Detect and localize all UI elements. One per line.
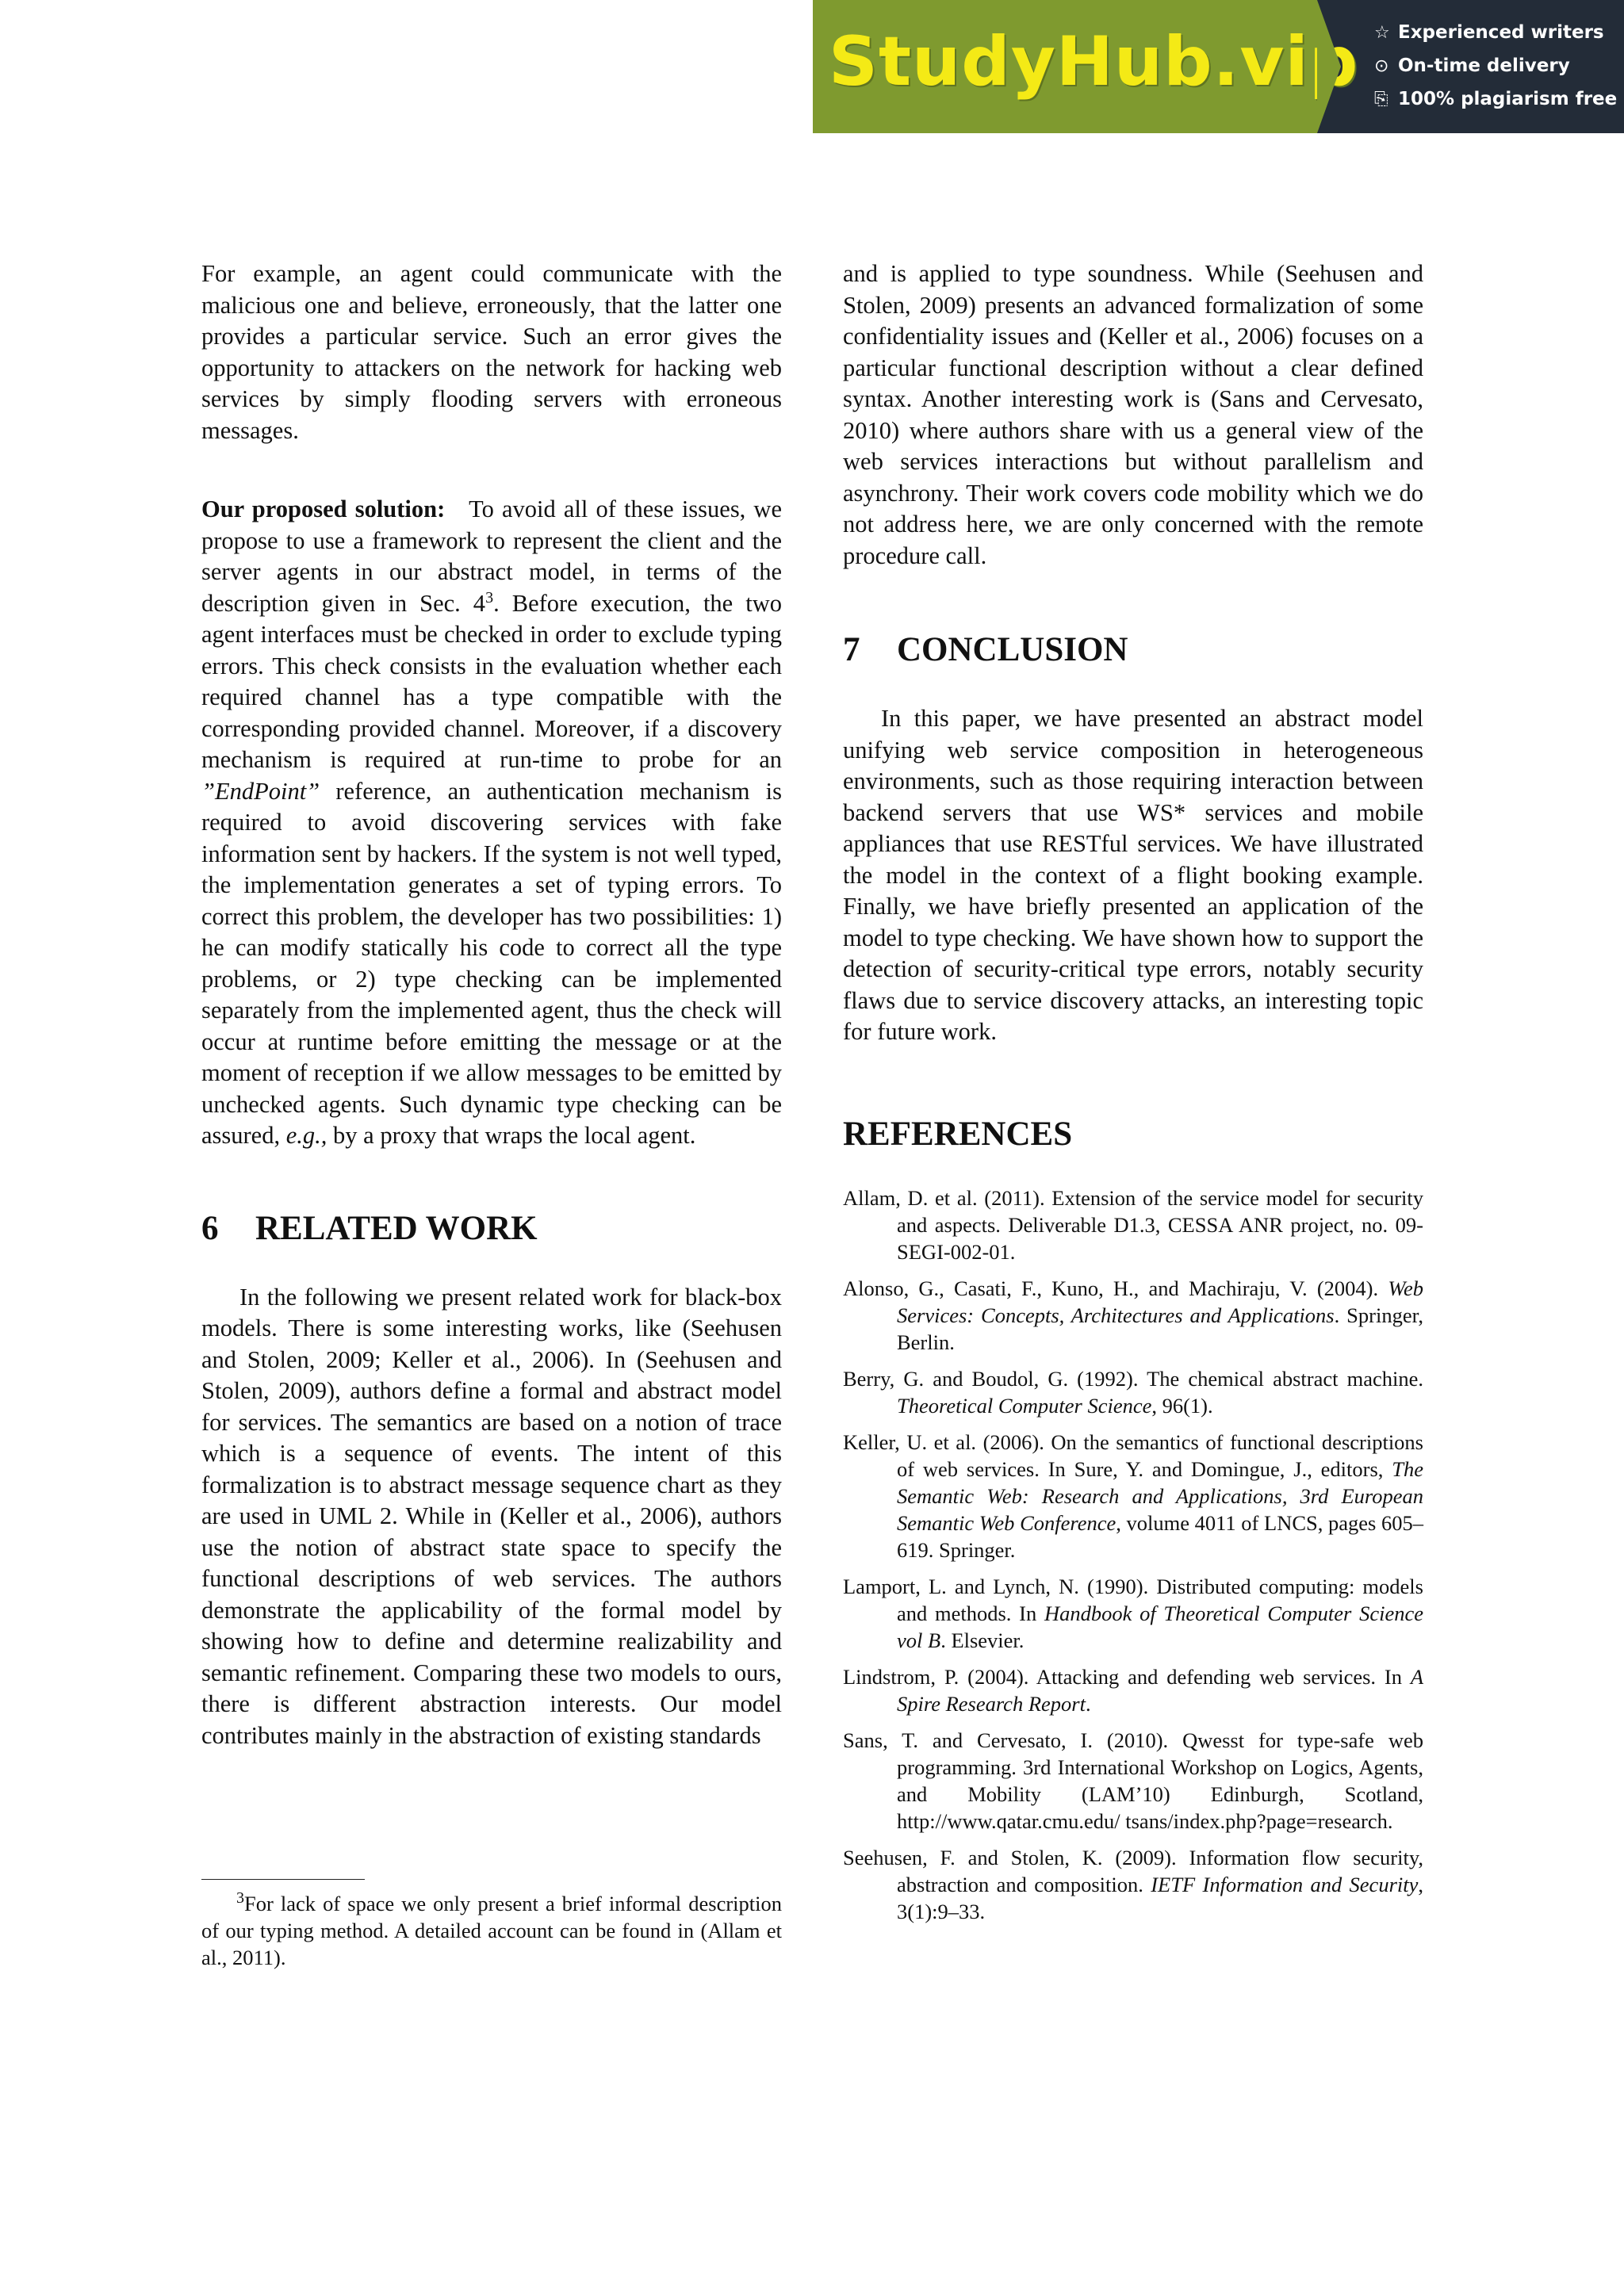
text-run: To avoid all of these issues, we propose to use a framework to represent the client and the server agents in our abstract model, in terms of the description given in Sec. 4 bbox=[201, 496, 782, 617]
left-column bbox=[201, 258, 782, 1751]
feature-label: 100% plagiarism free bbox=[1398, 89, 1618, 109]
right-column bbox=[843, 258, 1423, 1934]
clock-icon: ⊙ bbox=[1374, 55, 1389, 76]
document-icon: ⎘ bbox=[1374, 89, 1388, 109]
section-number: 7 bbox=[843, 631, 860, 668]
footnote-body: For lack of space we only present a brief informal description of our typing method. A detailed account can be found in (Allam et al., 2011). bbox=[201, 1892, 782, 1969]
feature-plagiarism-free bbox=[1374, 82, 1624, 116]
reference-list bbox=[843, 1184, 1423, 1925]
ref-text: , volume 4011 of LNCS, pages 605–619. Springer. bbox=[897, 1510, 1423, 1562]
ref-text: Berry, G. and Boudol, G. (1992). The chemical abstract machine. bbox=[843, 1366, 1423, 1391]
paragraph-attack-example: For example, an agent could communicate with the malicious one and believe, erroneously, that the latter one provides a particular service. Such an error gives the opportunity to attackers on the network for hacking web services by simply flooding servers with erroneous messages. bbox=[201, 260, 782, 444]
ref-text: , 3(1):9–33. bbox=[897, 1872, 1423, 1923]
footnote-rule bbox=[201, 1879, 365, 1880]
studyhub-logo[interactable] bbox=[813, 0, 1359, 133]
section-heading-references: REFERENCES bbox=[843, 1115, 1073, 1153]
ref-text: Seehusen, F. and Stolen, K. (2009). Information flow security, abstraction and composition. bbox=[843, 1845, 1423, 1896]
star-icon: ☆ bbox=[1374, 22, 1390, 43]
ref-text: , 96(1). bbox=[1151, 1393, 1213, 1418]
emphasis: e.g., bbox=[285, 1122, 327, 1149]
reference-item bbox=[843, 1844, 1423, 1925]
ref-italic: Handbook of Theoretical Computer Science vol B bbox=[897, 1601, 1423, 1652]
section-heading-related-work bbox=[201, 1209, 782, 1249]
emphasis: ”EndPoint” bbox=[201, 777, 320, 805]
ref-text: Lamport, L. and Lynch, N. (1990). Distributed computing: models and methods. In bbox=[843, 1574, 1423, 1625]
ref-italic: Theoretical Computer Science bbox=[897, 1393, 1152, 1418]
ref-text: . Springer, Berlin. bbox=[897, 1303, 1423, 1354]
text-run: . Before execution, the two agent interfaces must be checked in order to exclude typing errors. This check consists in the evaluation whether each required channel has a type compatible with the corresponding provided channel. Moreover, if a discovery mechanism is required at run-time to probe for an bbox=[201, 589, 782, 773]
feature-experienced-writers bbox=[1374, 16, 1624, 49]
run-in-heading: Our proposed solution: bbox=[201, 496, 446, 522]
ref-text: Alonso, G., Casati, F., Kuno, H., and Machiraju, V. (2004). bbox=[843, 1276, 1388, 1300]
banner-features bbox=[1317, 0, 1624, 133]
footnote bbox=[201, 1890, 782, 1971]
reference-item bbox=[843, 1663, 1423, 1717]
ref-text: Sans, T. and Cervesato, I. (2010). Qwesst for type-safe web programming. 3rd International Workshop on Logics, Agents, and Mobility (LAM’10) Edinburgh, Scotland, http://www.qatar.cmu.edu/ tsans/index.php?page=research. bbox=[843, 1728, 1423, 1833]
section-number: 6 bbox=[201, 1209, 219, 1247]
reference-item bbox=[843, 1429, 1423, 1563]
ref-text: Keller, U. et al. (2006). On the semantics of functional descriptions of web services. In Sure, Y. and Domingue, J., editors, bbox=[843, 1429, 1423, 1481]
ref-text: Allam, D. et al. (2011). Extension of the service model for security and aspects. Deliverable D1.3, CESSA ANR project, no. 09-SEGI-002-01. bbox=[843, 1185, 1423, 1264]
feature-label: Experienced writers bbox=[1398, 22, 1604, 43]
reference-item bbox=[843, 1573, 1423, 1654]
feature-label: On-time delivery bbox=[1398, 55, 1570, 76]
reference-item bbox=[843, 1275, 1423, 1356]
paragraph-related-work: In the following we present related work for black-box models. There is some interesting works, like (Seehusen and Stolen, 2009; Keller et al., 2006). In (Seehusen and Stolen, 2009), authors define a formal and abstract model for services. The semantics are based on a notion of trace which is a sequence of events. The intent of this formalization is to abstract message sequence chart as they are used in UML 2. While in (Keller et al., 2006), authors use the notion of abstract state space to specify the functional descriptions of web services. The authors demonstrate the applicability of the formal model by showing how to define and determine realizability and semantic refinement. Comparing these two models to ours, there is different abstraction interests. Our model contributes mainly in the abstraction of existing standards bbox=[201, 1283, 782, 1749]
reference-item bbox=[843, 1727, 1423, 1835]
text-run: reference, an authentication mechanism is required to avoid discovering services with fake information sent by hackers. If the system is not well typed, the implementation generates a set of typing errors. To correct this problem, the developer has two possibilities: 1) he can modify statically his code to correct all the type problems, or 2) type checking can be implemented separately from the implemented agent, thus the check will occur at runtime before emitting the message or at the moment of reception if we allow messages to be emitted by unchecked agents. Such dynamic type checking can be assured, bbox=[201, 777, 782, 1149]
logo-text: StudyHub.vip bbox=[829, 22, 1359, 101]
reference-item bbox=[843, 1184, 1423, 1265]
studyhub-banner[interactable] bbox=[813, 0, 1624, 133]
footnote-mark: 3 bbox=[236, 1889, 244, 1908]
section-title: RELATED WORK bbox=[255, 1209, 538, 1247]
paragraph-related-work-cont: and is applied to type soundness. While (Seehusen and Stolen, 2009) presents an advanced formalization of some confidentiality issues and (Keller et al., 2006) focuses on a particular functional description without a clear defined syntax. Another interesting work is (Sans and Cervesato, 2010) where authors share with us a general view of the web services interactions but without parallelism and asynchrony. Their work covers code mobility which we do not address here, we are only concerned with the remote procedure call. bbox=[843, 260, 1423, 569]
ref-italic: IETF Information and Security bbox=[1151, 1872, 1419, 1896]
ref-italic: A Spire Research Report bbox=[897, 1664, 1423, 1716]
footnote-ref[interactable]: 3 bbox=[485, 588, 494, 607]
section-heading-conclusion bbox=[843, 630, 1423, 670]
banner-chevron bbox=[1317, 0, 1341, 133]
footnote-text bbox=[201, 1890, 782, 1971]
text-run: by a proxy that wraps the local agent. bbox=[327, 1122, 696, 1149]
ref-italic: The Semantic Web: Research and Applications, 3rd European Semantic Web Conference bbox=[897, 1456, 1423, 1535]
feature-on-time-delivery bbox=[1374, 49, 1624, 82]
paragraph-conclusion: In this paper, we have presented an abstract model unifying web service composition in heterogeneous environments, such as those requiring interaction between backend servers that use WS* services and mobile appliances that use RESTful services. We have illustrated the model in the context of a flight booking example. Finally, we have briefly presented an application of the model to type checking. We have shown how to support the detection of security-critical type errors, notably security flaws due to service discovery attacks, an interesting topic for future work. bbox=[843, 705, 1423, 1045]
section-title: CONCLUSION bbox=[897, 631, 1128, 668]
ref-text: Lindstrom, P. (2004). Attacking and defending web services. In bbox=[843, 1664, 1411, 1689]
ref-italic: Web Services: Concepts, Architectures and Applications bbox=[897, 1276, 1423, 1327]
ref-text: . bbox=[1085, 1691, 1091, 1716]
reference-item bbox=[843, 1365, 1423, 1419]
ref-text: . Elsevier. bbox=[940, 1628, 1025, 1652]
paragraph-proposed-solution bbox=[201, 494, 782, 1152]
